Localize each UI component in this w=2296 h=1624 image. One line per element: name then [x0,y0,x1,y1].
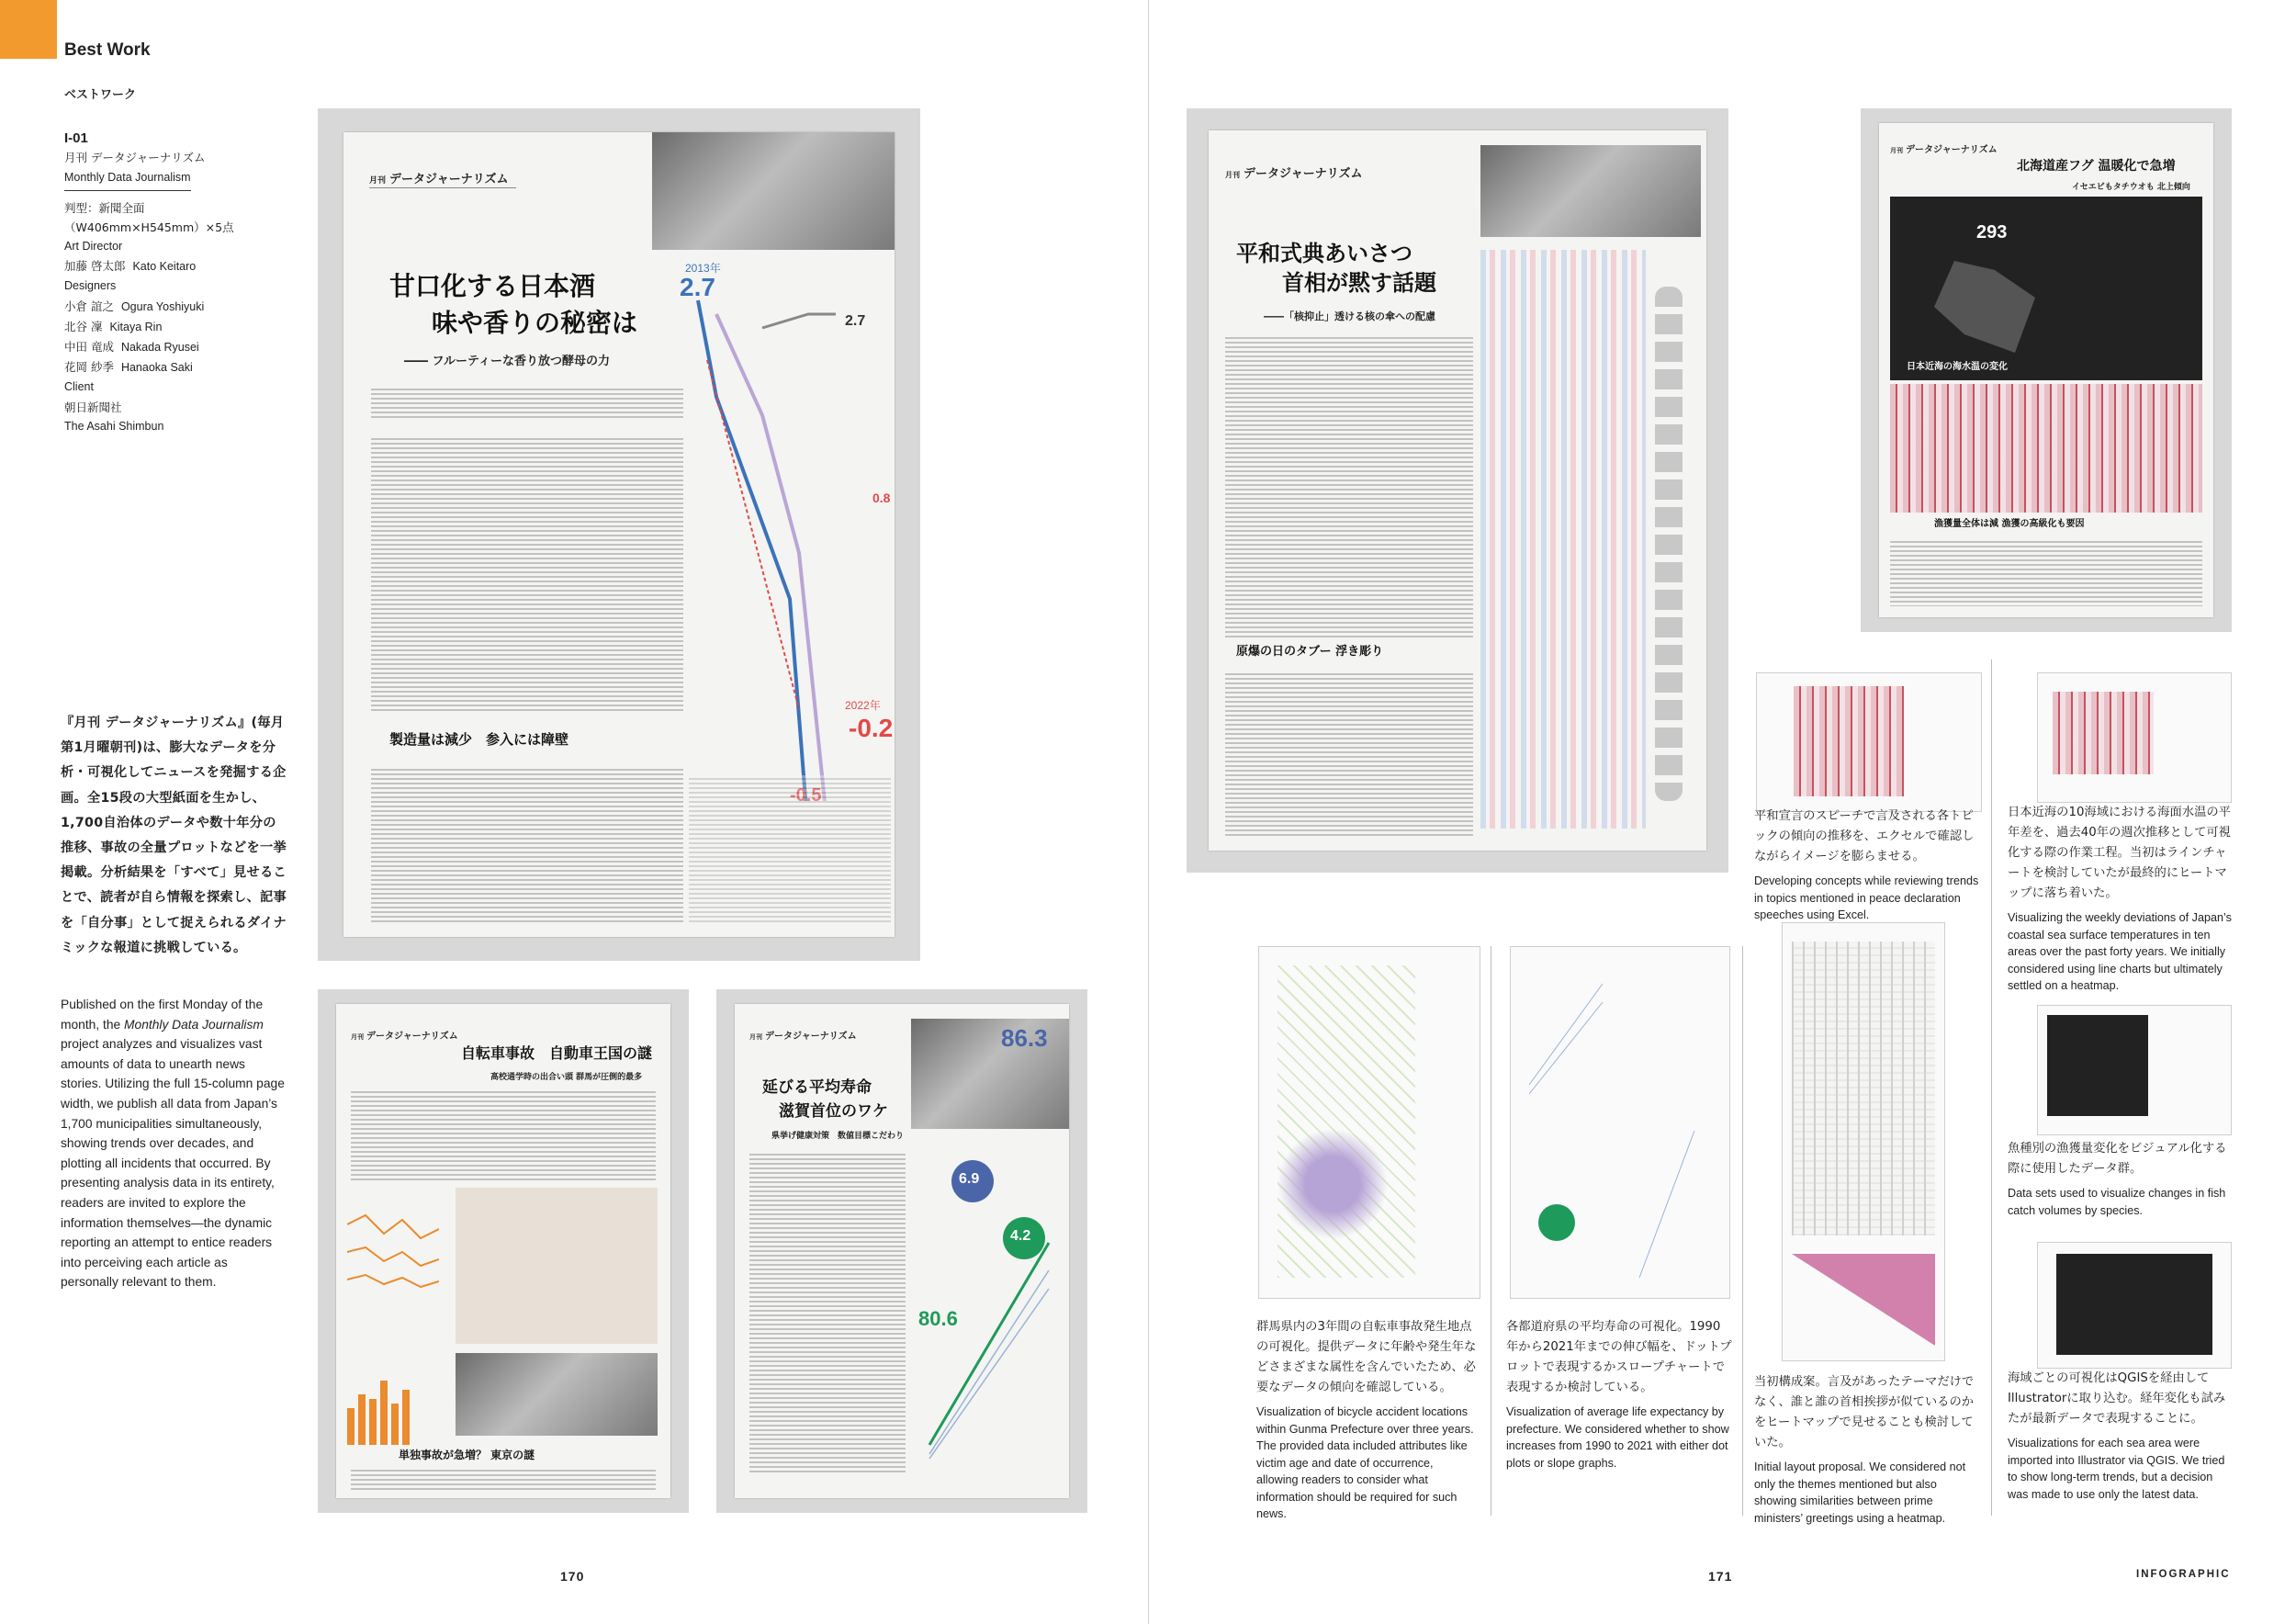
masthead: 月刊 データジャーナリズム [369,173,509,186]
sake-photo [652,132,895,250]
credits-block [64,129,248,436]
designer-3: 中田 竜成 Nakada Ryusei [64,340,199,355]
masthead: 月刊 データジャーナリズム [351,1032,458,1042]
masthead: 月刊 データジャーナリズム [1225,167,1363,181]
caption-layout [1754,1372,1982,1527]
fugu-map-label: 日本近海の海水温の変化 [1907,362,2008,372]
peace-subhead: ――「核抑止」透ける核の傘への配慮 [1264,310,1435,322]
art-director: 加藤 啓太郎 Kato Keitaro [64,259,197,274]
fugu-value: 293 [1976,222,2008,242]
bike-map-screenshot [1258,946,1480,1299]
sake-section-head: 製造量は減少 参入には障壁 [389,731,569,748]
caption-life [1506,1317,1732,1472]
bike-headline: 自転車事故 自動車王国の謎 [461,1044,653,1062]
caption-life-jp: 各都道府県の平均寿命の可視化。1990年から2021年までの伸び幅を、ドットプロットで表現するかスロープチャートで表現するか検討している。 [1506,1320,1732,1394]
sake-headline-1: 甘口化する日本酒 [389,271,596,301]
column-rule [1991,660,1992,1516]
bike-footer-head: 単独事故が急増？ 東京の謎 [399,1449,535,1461]
sake-value-08: 0.8 [872,491,891,505]
sake-value-02: -0.2 [849,714,894,742]
text-column [371,766,683,922]
caption-fish [2008,1139,2234,1219]
life-headline-2: 滋賀首位のワケ [779,1102,888,1121]
caption-fish-jp: 魚種別の漁獲量変化をビジュアル化する際に使用したデータ群。 [2008,1142,2227,1176]
newspaper-peace-frame [1187,108,1728,873]
text-column [1225,334,1473,637]
text-column [749,1151,906,1472]
life-subhead: 県挙げ健康対策 数値目標こだわり [771,1132,905,1141]
newspaper-fugu-frame [1861,108,2232,632]
caption-sea [2008,803,2234,995]
text-column [351,1467,656,1493]
caption-sea-jp: 日本近海の10海域における海面水温の平年差を、過去40年の週次推移として可視化する際の作業工程。当初はラインチャートを検討していたが最終的にヒートマップに落ち着いた。 [2008,806,2231,900]
page-number-right: 171 [1708,1569,1733,1584]
caption-bike [1256,1317,1477,1523]
peace-section-head: 原爆の日のタブー 浮き彫り [1236,645,1384,659]
sake-chart [652,250,895,801]
caption-bike-en: Visualization of bicycle accident locations within Gunma Prefecture over three years. The provided data included attributes like victim age and date of occurrence, allowing readers to consider what information should be required for such news. [1256,1405,1474,1520]
caption-bike-jp: 群馬県内の3年間の自転車事故発生地点の可視化。提供データに年齢や発生年などさまざまな属性を含んでいたため、必要なデータの傾向を確認している。 [1256,1320,1477,1394]
peace-topic-matrix [1480,250,1646,829]
intro-text-en: Published on the first Monday of the month, the Monthly Data Journalism project analyzes and visualizes vast amounts of data to unearth news stories. Utilizing the full 15-column page width, we publish all data from Japan’s 1,700 municipalities simultaneously, showing trends over decades, and plotting all incidents that occurred. By presenting analysis data in its entirety, readers are invited to explore the information themselves—the dynamic reporting an attempt to entice readers into perceiving each article as personally relevant to them. [61,998,285,1290]
caption-excel-jp: 平和宣言のスピーチで言及される各トピックの傾向の推移を、エクセルで確認しながらイメージを膨らませる。 [1754,809,1975,863]
section-subtitle: ベストワーク [64,88,137,102]
newspaper-peace-page [1209,130,1706,851]
caption-sea-en: Visualizing the weekly deviations of Japan’s coastal sea surface temperatures in ten areas over the past forty years. We initially considered using line charts but ultimately settled on a heatmap. [2008,911,2232,992]
life-headline-1: 延びる平均寿命 [762,1078,872,1097]
life-slope-screenshot [1510,946,1730,1299]
fugu-headline: 北海道産フグ 温暖化で急増 [2017,159,2176,174]
newspaper-sake-frame [318,108,920,961]
caption-qgis-jp: 海域ごとの可視化はQGISを経由してIllustratorに取り込む。経年変化も試みたが最新データで表現することに。 [2008,1371,2226,1426]
peace-portraits [1655,287,1683,801]
designer-1: 小倉 誼之 Ogura Yoshiyuki [64,299,205,313]
newspaper-fugu-page [1879,123,2213,617]
bike-line-chart [347,1197,439,1298]
sake-value-27a: 2.7 [680,273,715,301]
caption-layout-en: Initial layout proposal. We considered not only the themes mentioned but also showing similarities between prime ministers’ greetings using a heatmap. [1754,1460,1966,1525]
fugu-map-panel [1890,197,2202,380]
masthead: 月刊 データジャーナリズム [1890,145,1998,155]
entry-id: I-01 [64,130,88,146]
excel-screenshot [1756,672,1982,812]
intro-text-jp: 『月刊 データジャーナリズム』(毎月第1月曜朝刊)は、膨大なデータを分析・可視化してニュースを発掘する企画。全15段の大型紙面を生かし、1,700自治体のデータや数十年分の推移、事故の全量プロットなどを一挙掲載。分析結果を「すべて」見せることで、読者が自ら情報を探索し、記事を「自分事」として捉えられるダイナミックな報道に挑戦している。 [61,716,287,955]
text-column [1890,538,2202,606]
life-value-863: 86.3 [1001,1024,1048,1052]
caption-qgis-en: Visualizations for each sea area were imported into Illustrator via QGIS. We tried to show long-term trends, but a decision was made to use only the latest data. [2008,1437,2225,1501]
newspaper-life-page [735,1004,1069,1498]
newspaper-bike-frame [318,989,689,1513]
life-slope-chart [911,1215,1069,1482]
peace-photo [1480,145,1701,237]
art-director-role: Art Director [64,240,123,254]
sake-label-2013: 2013年 [685,262,721,275]
sake-headline-2: 味や香りの秘密は [432,308,638,338]
format-label: 判型：新聞全面 [64,200,145,215]
text-column [351,1088,656,1180]
sake-value-05: -0.5 [790,785,822,801]
chart-table [689,775,891,922]
sake-label-2022: 2022年 [845,699,881,712]
life-value-806: 80.6 [918,1307,958,1330]
text-column [1225,671,1473,836]
bike-photo [456,1353,658,1436]
client-en: The Asahi Shimbun [64,419,164,433]
bike-subhead: 高校通学時の出合い頭 群馬が圧倒的最多 [490,1073,643,1082]
footer-tag: INFOGRAPHIC [2136,1569,2231,1580]
caption-layout-jp: 当初構成案。言及があったテーマだけでなく、誰と誰の首相挨拶が似ているのかをヒートマップで見せることも検討していた。 [1754,1375,1975,1449]
caption-excel-en: Developing concepts while reviewing trends in topics mentioned in peace declaration speeches using Excel. [1754,874,1979,921]
fish-data-screenshot [2037,1005,2232,1135]
bike-map [456,1188,658,1344]
caption-life-en: Visualization of average life expectancy by prefecture. We considered whether to show increases from 1990 to 2021 with either dot plots or slope graphs. [1506,1405,1729,1470]
caption-fish-en: Data sets used to visualize changes in fish catch volumes by species. [2008,1187,2226,1217]
fugu-heatmap [1890,384,2202,513]
bike-bar-chart [347,1353,439,1454]
newspaper-sake-page [343,132,895,937]
masthead: 月刊 データジャーナリズム [749,1032,857,1042]
life-value-69: 6.9 [959,1171,980,1187]
life-value-42: 4.2 [1010,1228,1031,1244]
page-number-left: 170 [560,1569,585,1584]
initial-layout-sheet [1782,922,1945,1361]
text-column [371,435,683,711]
section-title: Best Work [64,40,151,60]
sake-subhead: ―― フルーティーな香り放つ酵母の力 [404,355,610,368]
peace-headline-1: 平和式典あいさつ [1236,240,1412,266]
client-role: Client [64,380,94,394]
caption-qgis [2008,1369,2234,1503]
format-size: （W406mm×H545mm）×5点 [64,220,234,234]
masthead-rule [369,187,516,188]
sake-line-blue [698,300,813,801]
client-jp: 朝日新聞社 [64,400,122,414]
sake-line-red [707,360,799,709]
fugu-subhead: イセエビもタチウオも 北上傾向 [2072,183,2190,192]
designer-2: 北谷 凜 Kitaya Rin [64,319,163,333]
sake-line-purple [716,314,827,801]
entry-title-en: Monthly Data Journalism [64,168,191,190]
peace-headline-2: 首相が黙す話題 [1282,269,1436,296]
sea-temp-screenshot [2037,672,2232,803]
sake-line-gray [762,314,836,328]
spine-divider [1148,0,1149,1624]
text-column [371,386,683,419]
section-accent-tab [0,0,57,59]
designer-4: 花岡 紗季 Hanaoka Saki [64,360,193,375]
column-rule [1742,946,1743,1516]
sake-value-27b: 2.7 [845,313,866,329]
fugu-footer-head: 漁獲量全体は減 漁獲の高級化も要因 [1934,519,2085,529]
newspaper-bike-page [336,1004,670,1498]
caption-excel [1754,806,1982,924]
qgis-screenshot [2037,1242,2232,1369]
designers-role: Designers [64,279,117,293]
entry-title-jp: 月刊 データジャーナリズム [64,151,206,165]
newspaper-life-frame [716,989,1087,1513]
